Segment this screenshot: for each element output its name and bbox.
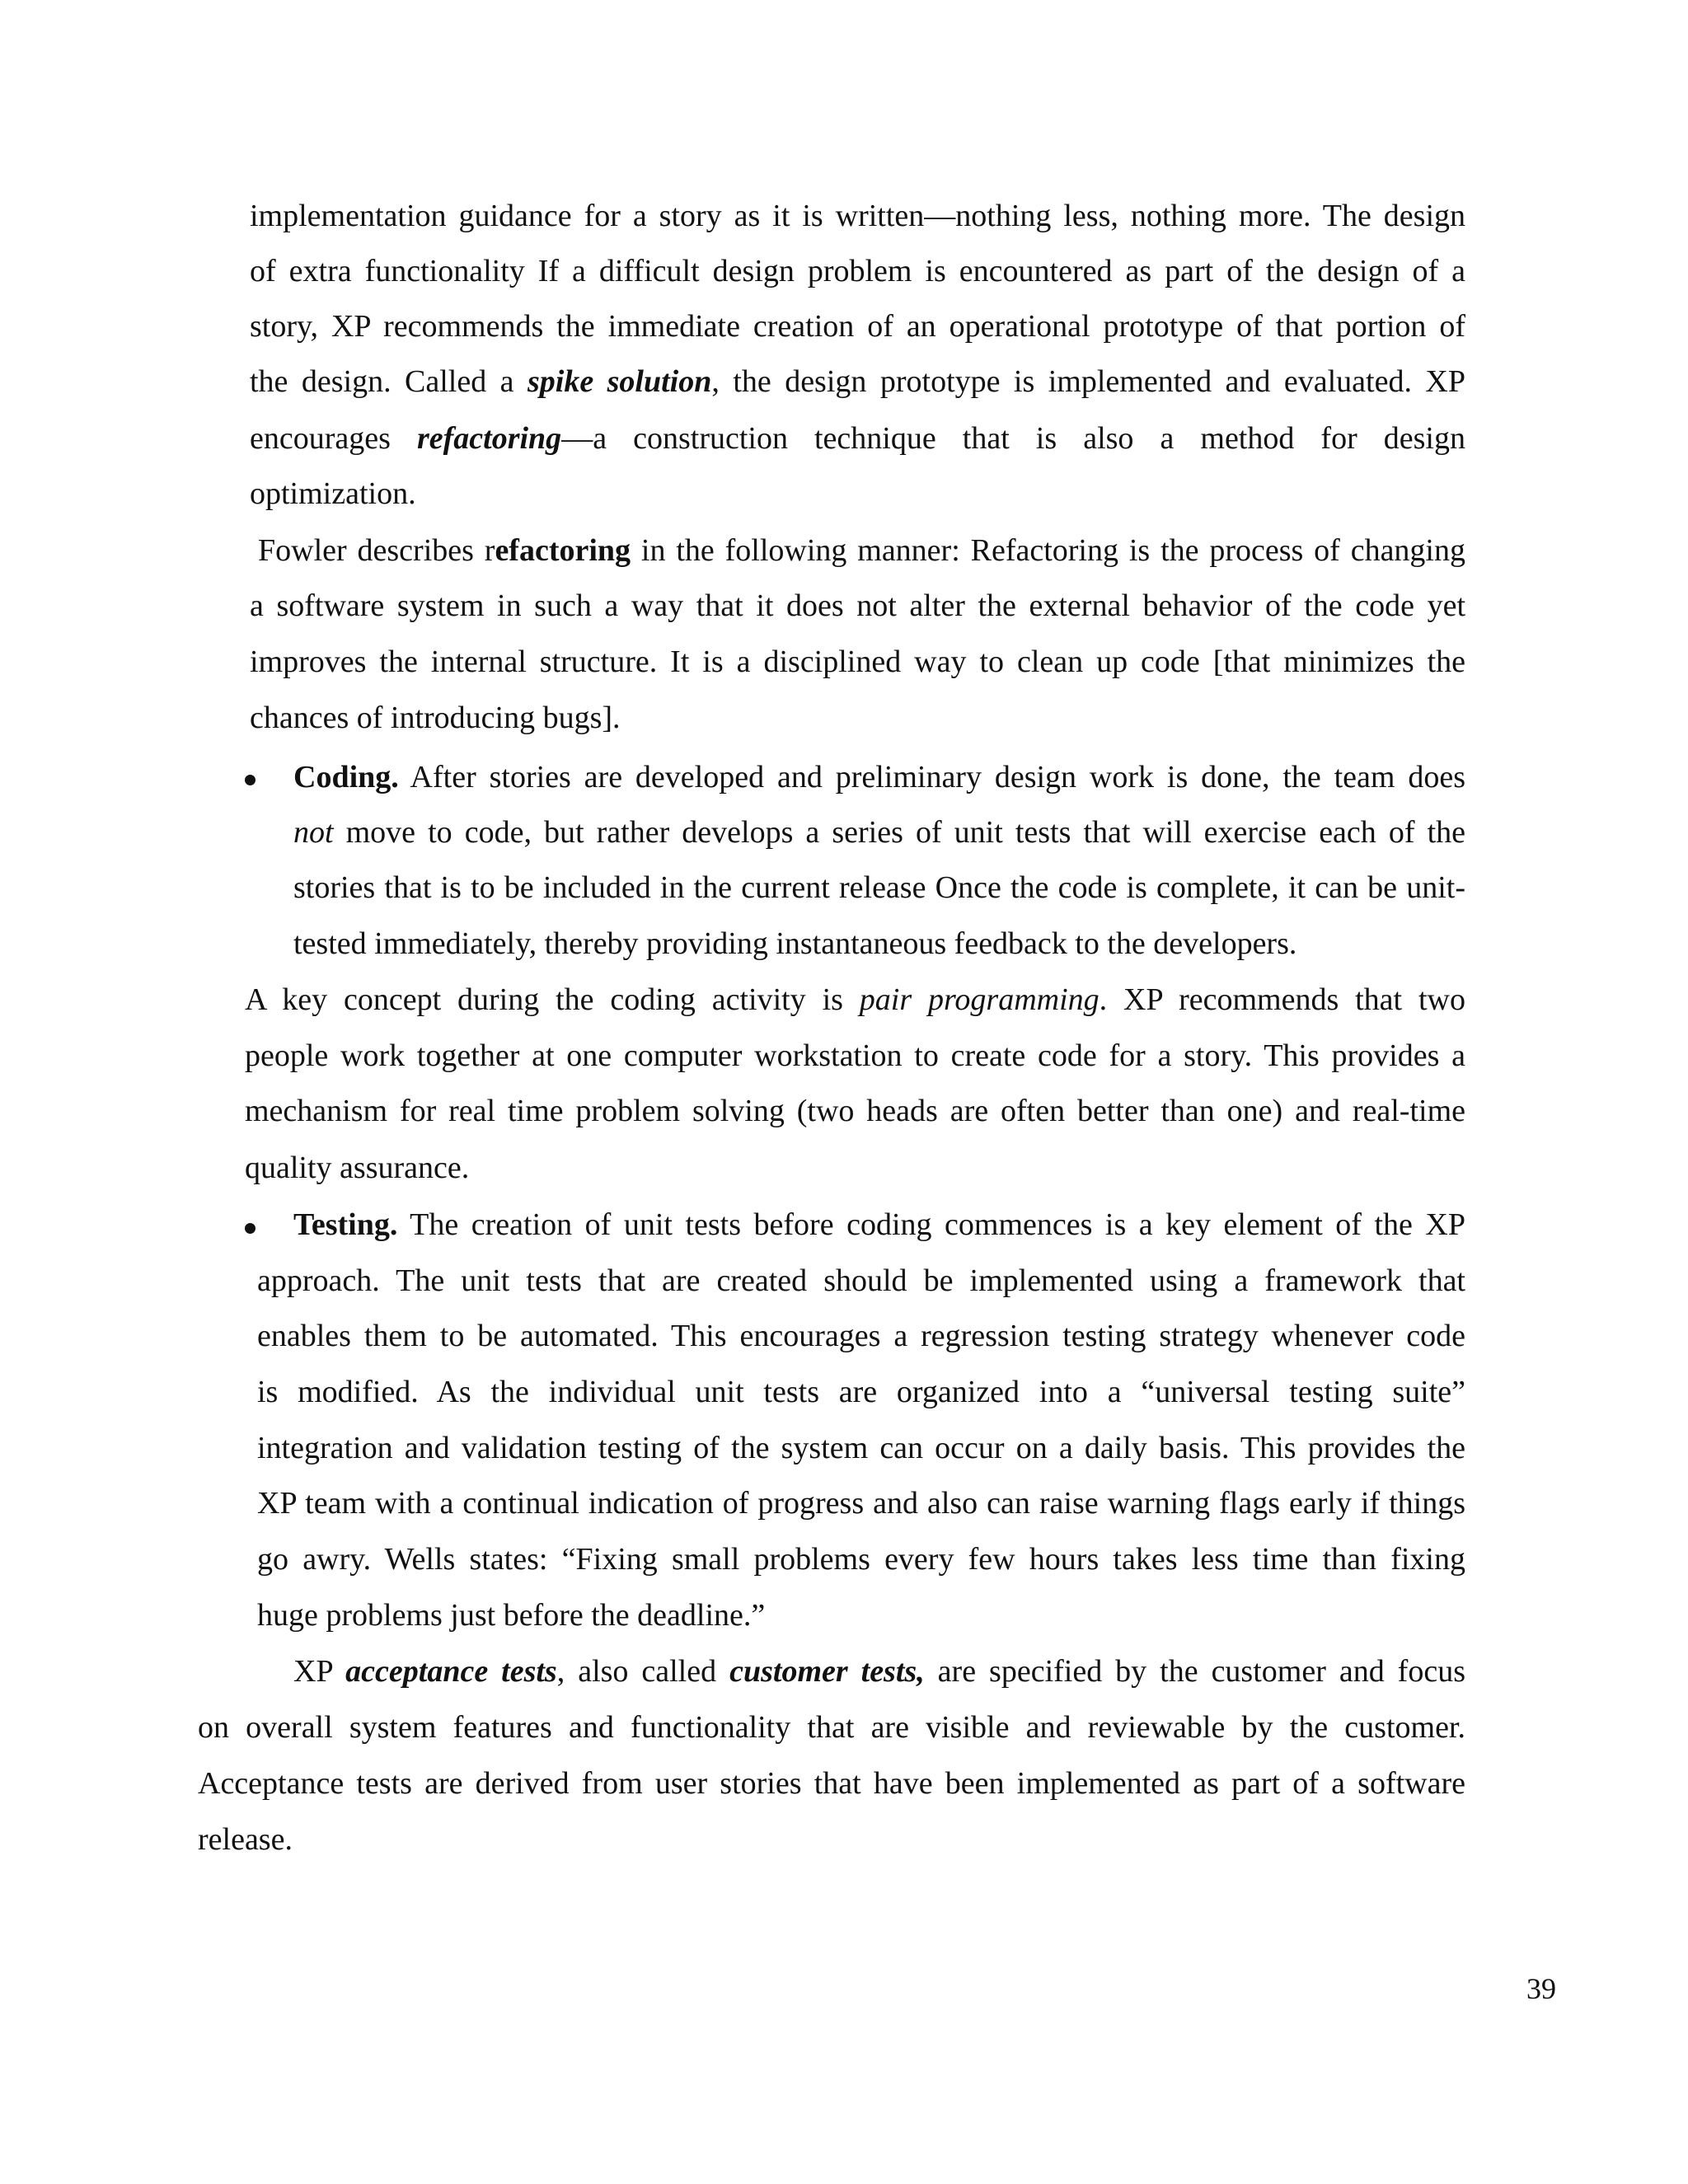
paragraph-line [258, 530, 1465, 571]
paragraph-line [250, 306, 1465, 347]
paragraph-line [245, 1147, 469, 1188]
text-span: move to code, but rather develops a series of unit tests that will exercise each of the [333, 815, 1465, 850]
text-span: A key concept during the coding activity is [245, 982, 860, 1017]
text-span: stories that is to be included in the current release Once the code is complete, it can be unit- [293, 870, 1465, 905]
paragraph-line [245, 1035, 1465, 1076]
text-span: implementation guidance for a story as it is written—nothing less, nothing more. The design [250, 199, 1465, 233]
text-span: —a construction technique that is also a method for design [561, 421, 1465, 456]
bullet-icon [245, 775, 256, 785]
paragraph-line [250, 473, 416, 514]
text-span: integration and validation testing of the system can occur on a daily basis. This provides the [257, 1431, 1465, 1465]
text-span: of extra functionality If a difficult design problem is encountered as part of the design of a [250, 254, 1465, 288]
text-span: people work together at one computer workstation to create code for a story. This provides a [245, 1038, 1465, 1073]
text-span: The creation of unit tests before coding commences is a key element of the XP [397, 1207, 1465, 1242]
text-span: XP [293, 1654, 346, 1689]
testing-heading: Testing. [293, 1207, 398, 1242]
paragraph-line [257, 1371, 1465, 1413]
paragraph-line [257, 1260, 1465, 1301]
paragraph-line [293, 1651, 1465, 1692]
text-span: in the following manner: Refactoring is the process of changing [631, 533, 1465, 568]
paragraph-line [257, 1539, 1465, 1580]
paragraph-line [250, 195, 1465, 237]
text-span: chances of introducing bugs]. [250, 701, 621, 735]
text-span: Fowler describes r [258, 533, 495, 568]
text-span: go awry. Wells states: “Fixing small problems every few hours takes less time than fixing [257, 1542, 1465, 1577]
text-span: XP team with a continual indication of progress and also can raise warning flags early if things [257, 1486, 1465, 1521]
paragraph-line [250, 697, 621, 738]
text-span: the design. Called a [250, 364, 528, 399]
text-span: are specified by the customer and focus [924, 1654, 1465, 1689]
text-span: optimization. [250, 476, 416, 511]
paragraph-line [250, 251, 1465, 292]
text-span: , also called [556, 1654, 730, 1689]
paragraph-line [257, 1595, 765, 1636]
term-refactoring-bold: efactoring [495, 533, 631, 568]
term-pair-programming: pair programming [859, 982, 1100, 1017]
paragraph-line [198, 1707, 1465, 1748]
paragraph-line [245, 979, 1465, 1020]
text-span: , the design prototype is implemented and evaluated. XP [711, 364, 1465, 399]
paragraph-line [293, 757, 1465, 798]
text-span: Acceptance tests are derived from user stories that have been implemented as part of a software [198, 1766, 1465, 1801]
text-span: quality assurance. [245, 1151, 470, 1185]
term-spike-solution: spike solution [527, 364, 712, 399]
bullet-icon [245, 1223, 256, 1234]
paragraph-line [293, 812, 1465, 853]
paragraph-line [198, 1763, 1465, 1804]
text-span: huge problems just before the deadline.” [257, 1598, 766, 1633]
text-span: After stories are developed and preliminary design work is done, the team does [398, 760, 1465, 794]
paragraph-line [293, 1204, 1465, 1245]
paragraph-line [257, 1315, 1465, 1357]
text-span: approach. The unit tests that are created should be implemented using a framework that [257, 1263, 1465, 1298]
paragraph-line [250, 641, 1465, 682]
text-span: tested immediately, thereby providing instantaneous feedback to the developers. [293, 926, 1297, 961]
paragraph-line [250, 585, 1465, 626]
paragraph-line [198, 1819, 293, 1860]
text-span: on overall system features and functionality that are visible and reviewable by the customer. [198, 1710, 1465, 1745]
term-acceptance-tests: acceptance tests [345, 1654, 557, 1689]
text-span: . XP recommends that two [1099, 982, 1465, 1017]
term-not: not [293, 815, 334, 850]
text-span: improves the internal structure. It is a disciplined way to clean up code [that minimizes the [250, 644, 1465, 679]
paragraph-line [257, 1483, 1465, 1524]
term-refactoring: refactoring [416, 421, 562, 456]
text-span: release. [198, 1822, 293, 1857]
paragraph-line [245, 1090, 1465, 1132]
coding-heading: Coding. [293, 760, 399, 794]
text-span: is modified. As the individual unit tests are organized into a “universal testing suite” [257, 1375, 1465, 1409]
paragraph-line [293, 923, 1296, 964]
paragraph-line [293, 867, 1465, 908]
paragraph-line [250, 418, 1465, 459]
text-span: encourages [250, 421, 417, 456]
text-span: story, XP recommends the immediate creation of an operational prototype of that portion of [250, 309, 1465, 344]
paragraph-line [250, 361, 1465, 402]
page-number: 39 [1526, 1972, 1556, 2005]
paragraph-line [257, 1427, 1465, 1469]
text-span: enables them to be automated. This encourages a regression testing strategy whenever code [257, 1319, 1465, 1353]
text-span: mechanism for real time problem solving (two heads are often better than one) and real-time [245, 1094, 1465, 1128]
term-customer-tests: customer tests, [729, 1654, 925, 1689]
text-span: a software system in such a way that it does not alter the external behavior of the code yet [250, 588, 1465, 623]
